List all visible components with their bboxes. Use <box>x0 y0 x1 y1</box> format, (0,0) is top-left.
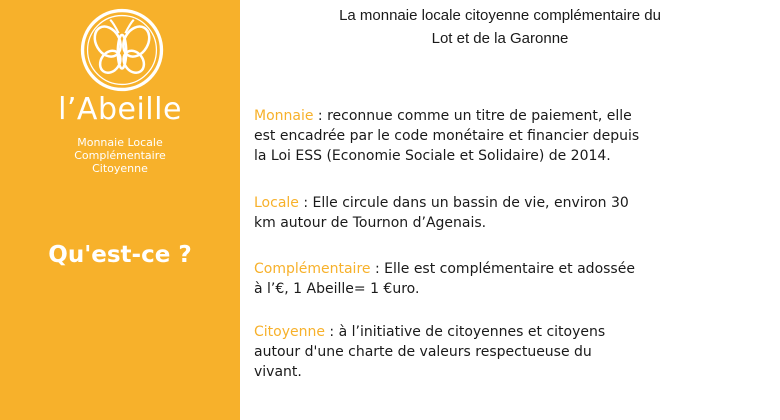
section-first-line <box>254 322 754 342</box>
tagline-line: Complémentaire <box>74 149 166 162</box>
section-keyword: Citoyenne <box>254 324 325 340</box>
section-line: la Loi ESS (Economie Sociale et Solidaire) de 2014. <box>254 148 611 164</box>
section-line: km autour de Tournon d’Agenais. <box>254 215 487 231</box>
question-heading: Qu'est-ce ? <box>48 242 192 268</box>
section-keyword: Monnaie <box>254 108 314 124</box>
page-title <box>250 4 750 50</box>
section-monnaie <box>254 106 754 166</box>
section-text: : Elle circule dans un bassin de vie, environ 30 <box>298 195 629 211</box>
tagline-line: Monnaie Locale <box>77 136 163 149</box>
section-citoyenne <box>254 322 754 382</box>
section-text: : Elle est complémentaire et adossée <box>370 261 635 277</box>
section-text: : reconnue comme un titre de paiement, elle <box>313 108 632 124</box>
section-line: autour d'une charte de valeurs respectueuse du <box>254 344 592 360</box>
section-line: vivant. <box>254 364 302 380</box>
section-complementaire <box>254 259 754 299</box>
section-first-line <box>254 193 754 213</box>
section-first-line <box>254 259 754 279</box>
title-line: La monnaie locale citoyenne complémentaire du <box>339 7 661 24</box>
section-keyword: Complémentaire <box>254 261 371 277</box>
section-first-line <box>254 106 754 126</box>
section-line: est encadrée par le code monétaire et financier depuis <box>254 128 640 144</box>
section-text: : à l’initiative de citoyennes et citoyens <box>324 324 606 340</box>
section-line: à l’€, 1 Abeille= 1 €uro. <box>254 281 420 297</box>
sidebar-panel <box>0 0 240 420</box>
brand-name: l’Abeille <box>58 92 182 127</box>
section-locale <box>254 193 754 233</box>
tagline-line: Citoyenne <box>92 162 148 175</box>
bee-circle-logo-icon <box>80 8 164 92</box>
section-keyword: Locale <box>254 195 299 211</box>
title-line: Lot et de la Garonne <box>431 30 569 47</box>
brand-tagline <box>0 136 240 175</box>
